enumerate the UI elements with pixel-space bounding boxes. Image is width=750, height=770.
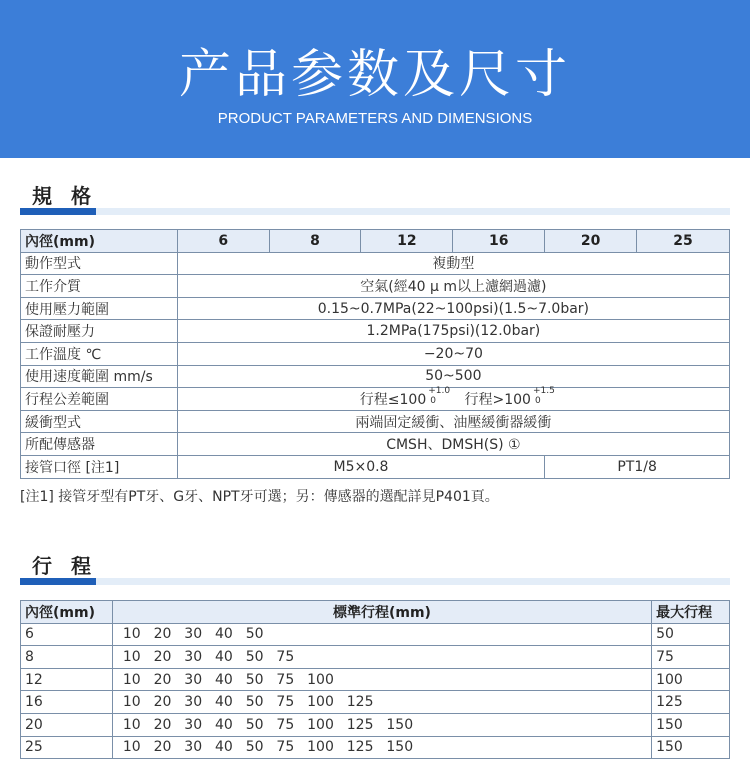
spec-label: 所配傳感器 — [21, 433, 178, 456]
spec-label: 工作溫度 ℃ — [21, 342, 178, 365]
spec-value: 複動型 — [177, 252, 729, 275]
spec-label: 動作型式 — [21, 252, 178, 275]
port-large: PT1/8 — [545, 455, 730, 478]
bore-12: 12 — [361, 230, 453, 253]
spec-label: 接管口徑 [注1] — [21, 455, 178, 478]
section-divider — [20, 578, 730, 585]
tolerance-small-limits: +1.0 0 — [428, 385, 451, 406]
stroke-max: 125 — [652, 691, 730, 714]
stroke-row — [21, 646, 730, 669]
spec-row — [21, 252, 730, 275]
spec-row — [21, 433, 730, 456]
spec-label: 緩衝型式 — [21, 410, 178, 433]
banner-title: 产品参数及尺寸 — [178, 45, 571, 105]
stroke-bore: 25 — [21, 736, 113, 759]
spec-value: CMSH、DMSH(S) ① — [177, 433, 729, 456]
spec-label: 使用壓力範圍 — [21, 297, 178, 320]
stroke-bore: 12 — [21, 668, 113, 691]
tolerance-value — [177, 385, 729, 411]
stroke-values: 10 20 30 40 50 — [112, 623, 651, 646]
stroke-bore: 8 — [21, 646, 113, 669]
tolerance-small-stroke: 行程≤100 — [359, 391, 427, 408]
spec-value: 空氣(經40 μ m以上濾網過濾) — [177, 275, 729, 298]
spec-label: 使用速度範圍 mm/s — [21, 365, 178, 388]
stroke-values: 10 20 30 40 50 75 100 125 150 — [112, 736, 651, 759]
stroke-bore: 16 — [21, 691, 113, 714]
section-divider-accent — [20, 208, 96, 215]
stroke-row — [21, 736, 730, 759]
spec-value: −20~70 — [177, 342, 729, 365]
spec-value: 1.2MPa(175psi)(12.0bar) — [177, 320, 729, 343]
spec-value: 0.15~0.7MPa(22~100psi)(1.5~7.0bar) — [177, 297, 729, 320]
stroke-max: 100 — [652, 668, 730, 691]
spec-row — [21, 275, 730, 298]
stroke-values: 10 20 30 40 50 75 100 125 — [112, 691, 651, 714]
spec-row — [21, 320, 730, 343]
stroke-values: 10 20 30 40 50 75 100 125 150 — [112, 713, 651, 736]
bore-header: 內徑(mm) — [21, 230, 178, 253]
stroke-section-title: 行 程 — [32, 554, 97, 578]
stroke-values: 10 20 30 40 50 75 — [112, 646, 651, 669]
spec-row — [21, 410, 730, 433]
spec-value: 兩端固定緩衝、油壓緩衝器緩衝 — [177, 410, 729, 433]
bore-20: 20 — [545, 230, 637, 253]
tolerance-large-stroke: 行程>100 — [464, 391, 531, 408]
stroke-max: 75 — [652, 646, 730, 669]
spec-row-tolerance — [21, 388, 730, 411]
stroke-row — [21, 668, 730, 691]
stroke-max: 150 — [652, 713, 730, 736]
spec-header-row — [21, 230, 730, 253]
stroke-table — [20, 600, 730, 759]
header-banner — [0, 0, 750, 158]
stroke-section-header — [20, 550, 730, 590]
banner-subtitle: PRODUCT PARAMETERS AND DIMENSIONS — [217, 110, 533, 127]
stroke-bore: 6 — [21, 623, 113, 646]
section-divider-accent — [20, 578, 96, 585]
spec-value: 50~500 — [177, 365, 729, 388]
stroke-values: 10 20 30 40 50 75 100 — [112, 668, 651, 691]
stroke-row — [21, 691, 730, 714]
stroke-bore-header: 內徑(mm) — [21, 601, 113, 624]
spec-table — [20, 229, 730, 479]
stroke-row — [21, 713, 730, 736]
spec-row — [21, 365, 730, 388]
stroke-max: 50 — [652, 623, 730, 646]
spec-label: 行程公差範圍 — [21, 388, 178, 411]
spec-row-port — [21, 455, 730, 478]
port-small: M5×0.8 — [177, 455, 544, 478]
stroke-row — [21, 623, 730, 646]
spec-label: 工作介質 — [21, 275, 178, 298]
spec-row — [21, 297, 730, 320]
spec-note: [注1] 接管牙型有PT牙、G牙、NPT牙可選；另：傳感器的選配詳見P401頁。 — [20, 489, 499, 505]
spec-label: 保證耐壓力 — [21, 320, 178, 343]
bore-6: 6 — [177, 230, 269, 253]
stroke-header-row — [21, 601, 730, 624]
spec-section-title: 規 格 — [32, 184, 97, 208]
section-divider — [20, 208, 730, 215]
bore-16: 16 — [453, 230, 545, 253]
bore-8: 8 — [269, 230, 361, 253]
spec-section-header — [20, 180, 730, 220]
tolerance-large-limits: +1.5 0 — [532, 385, 555, 406]
spec-row — [21, 342, 730, 365]
stroke-max: 150 — [652, 736, 730, 759]
stroke-bore: 20 — [21, 713, 113, 736]
bore-25: 25 — [637, 230, 730, 253]
stroke-max-header: 最大行程 — [652, 601, 730, 624]
stroke-standard-header: 標準行程(mm) — [112, 601, 651, 624]
